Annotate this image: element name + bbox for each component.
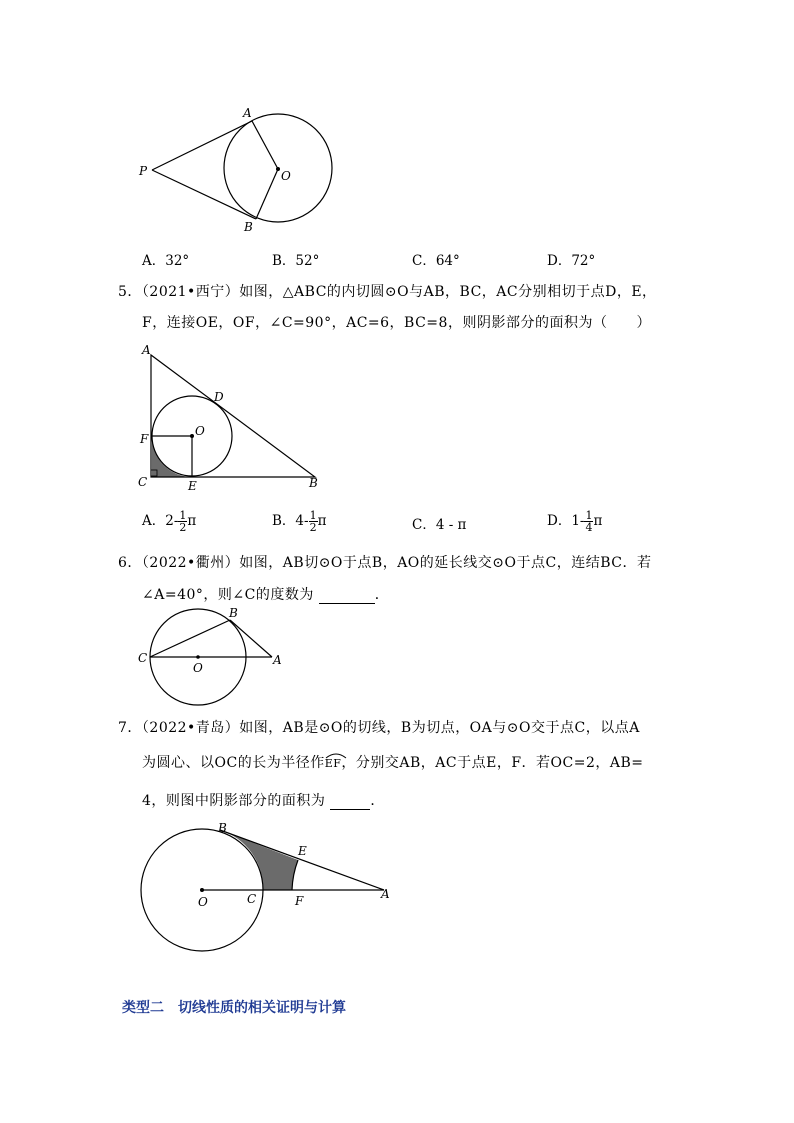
q6-label-o: O [193, 661, 203, 675]
q7-shaded-area [220, 830, 298, 890]
q5-option-c: C．4 - π [412, 517, 467, 533]
q4-option-b: B．52° [272, 253, 320, 269]
q5-text-line2: F，连接OE，OF，∠C=90°，AC=6，BC=8，则阴影部分的面积为（ ） [142, 315, 651, 331]
q4-option-a: A．32° [142, 253, 190, 269]
q7-label-f: F [295, 894, 304, 908]
q5-label-e: E [188, 479, 197, 493]
q7-arc-ef: EF [325, 757, 342, 770]
q4-label-p: P [139, 164, 148, 178]
q7-label-c: C [247, 892, 257, 906]
q4-label-a: A [243, 106, 252, 120]
q7-label-o: O [198, 895, 208, 909]
q7-label-e: E [298, 844, 307, 858]
section-title: 类型二 切线性质的相关证明与计算 [122, 1000, 346, 1016]
q5-text-line1: 5．（2021•西宁）如图，△ABC的内切圆⊙O与AB，BC，AC分别相切于点D，E， [118, 284, 657, 300]
q7-text-line2: 为圆心、以OC的长为半径作 EF，分别交AB，AC于点E，F．若OC=2，AB= [142, 755, 644, 771]
q6-label-b: B [229, 606, 238, 620]
q4-option-d: D．72° [547, 253, 596, 269]
q7-text-line1: 7．（2022•青岛）如图，AB是⊙O的切线，B为切点，OA与⊙O交于点C，以点A [118, 720, 640, 736]
q4-label-o: O [281, 169, 291, 183]
q5-option-b: B．4- $\frac{1}{2}$ π [272, 509, 327, 534]
q4-option-c: C．64° [412, 253, 460, 269]
q5-option-d: D．1- $\frac{1}{4}$ π [547, 509, 603, 534]
q6-label-c: C [138, 651, 148, 665]
q4-label-b: B [244, 220, 253, 234]
q5-label-a: A [142, 343, 151, 357]
q6-text-line2: ∠A=40°，则∠C的度数为 ． [142, 587, 390, 603]
q7-label-a: A [381, 887, 390, 901]
q5-label-d: D [214, 390, 224, 404]
q7-label-b: B [218, 821, 227, 835]
q5-label-o: O [195, 424, 205, 438]
q5-option-a: A．2- $\frac{1}{2}$ π [142, 509, 197, 534]
q5-label-c: C [138, 475, 148, 489]
q6-label-a: A [273, 653, 282, 667]
q7-center-dot [200, 888, 204, 892]
q7-text-line3: 4，则图中阴影部分的面积为 ． [142, 793, 385, 809]
q6-text-line1: 6．（2022•衢州）如图，AB切⊙O于点B，AO的延长线交⊙O于点C，连结BC．若 [118, 555, 652, 571]
q7-tangent-ba [220, 830, 384, 890]
q5-label-f: F [140, 432, 149, 446]
q5-label-b: B [309, 476, 318, 490]
